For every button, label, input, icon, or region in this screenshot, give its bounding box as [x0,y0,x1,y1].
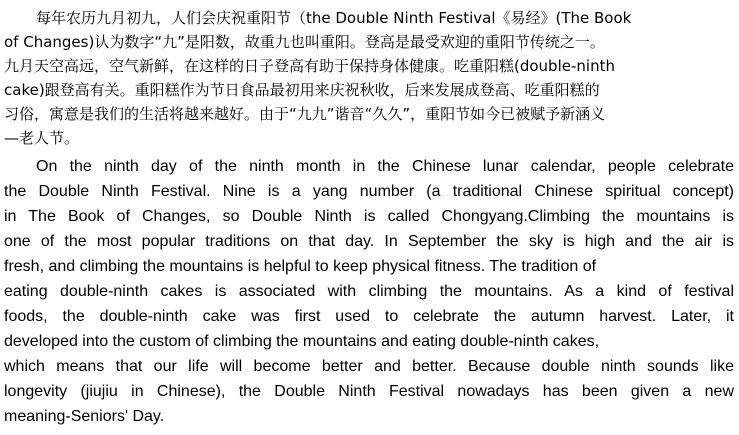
english-line: longevity (jiujiu in Chinese), the Double Ninth Festival nowadays has been given a new [4,383,734,400]
chinese-line: 九月天空高远，空气新鲜，在这样的日子登高有助于保持身体健康。吃重阳糕(double-ninth [4,57,615,75]
english-line: one of the most popular traditions on that day. In September the sky is high and the air is [4,233,734,250]
chinese-line: of Changes)认为数字“九”是阳数，故重九也叫重阳。登高是最受欢迎的重阳节传统之一。 [4,33,605,51]
english-line: foods, the double-ninth cake was first used to celebrate the autumn harvest. Later, it [4,308,734,325]
english-line: On the ninth day of the ninth month in the Chinese lunar calendar, people celebrate [36,158,734,175]
english-line: the Double Ninth Festival. Nine is a yang number (a traditional Chinese spiritual concept) [4,183,734,200]
english-line: which means that our life will become better and better. Because double ninth sounds like [4,358,734,375]
chinese-line: 每年农历九月初九，人们会庆祝重阳节（the Double Ninth Festival《易经》(The Book [36,9,632,27]
chinese-line: cake)跟登高有关。重阳糕作为节日食品最初用来庆祝秋收，后来发展成登高、吃重阳糕的 [4,81,600,99]
chinese-line: 习俗，寓意是我们的生活将越来越好。由于“九九”谐音“久久”，重阳节如今已被赋予新涵义 [4,105,606,123]
english-line: eating double-ninth cakes is associated with climbing the mountains. As a kind of festival [4,283,734,300]
english-line: fresh, and climbing the mountains is helpful to keep physical fitness. The tradition of [4,258,597,275]
english-line: developed into the custom of climbing the mountains and eating double-ninth cakes, [4,333,600,350]
english-line: meaning-Seniors' Day. [4,408,165,425]
chinese-line: —老人节。 [4,129,80,147]
english-line: in The Book of Changes, so Double Ninth is called Chongyang.Climbing the mountains is [4,208,734,225]
